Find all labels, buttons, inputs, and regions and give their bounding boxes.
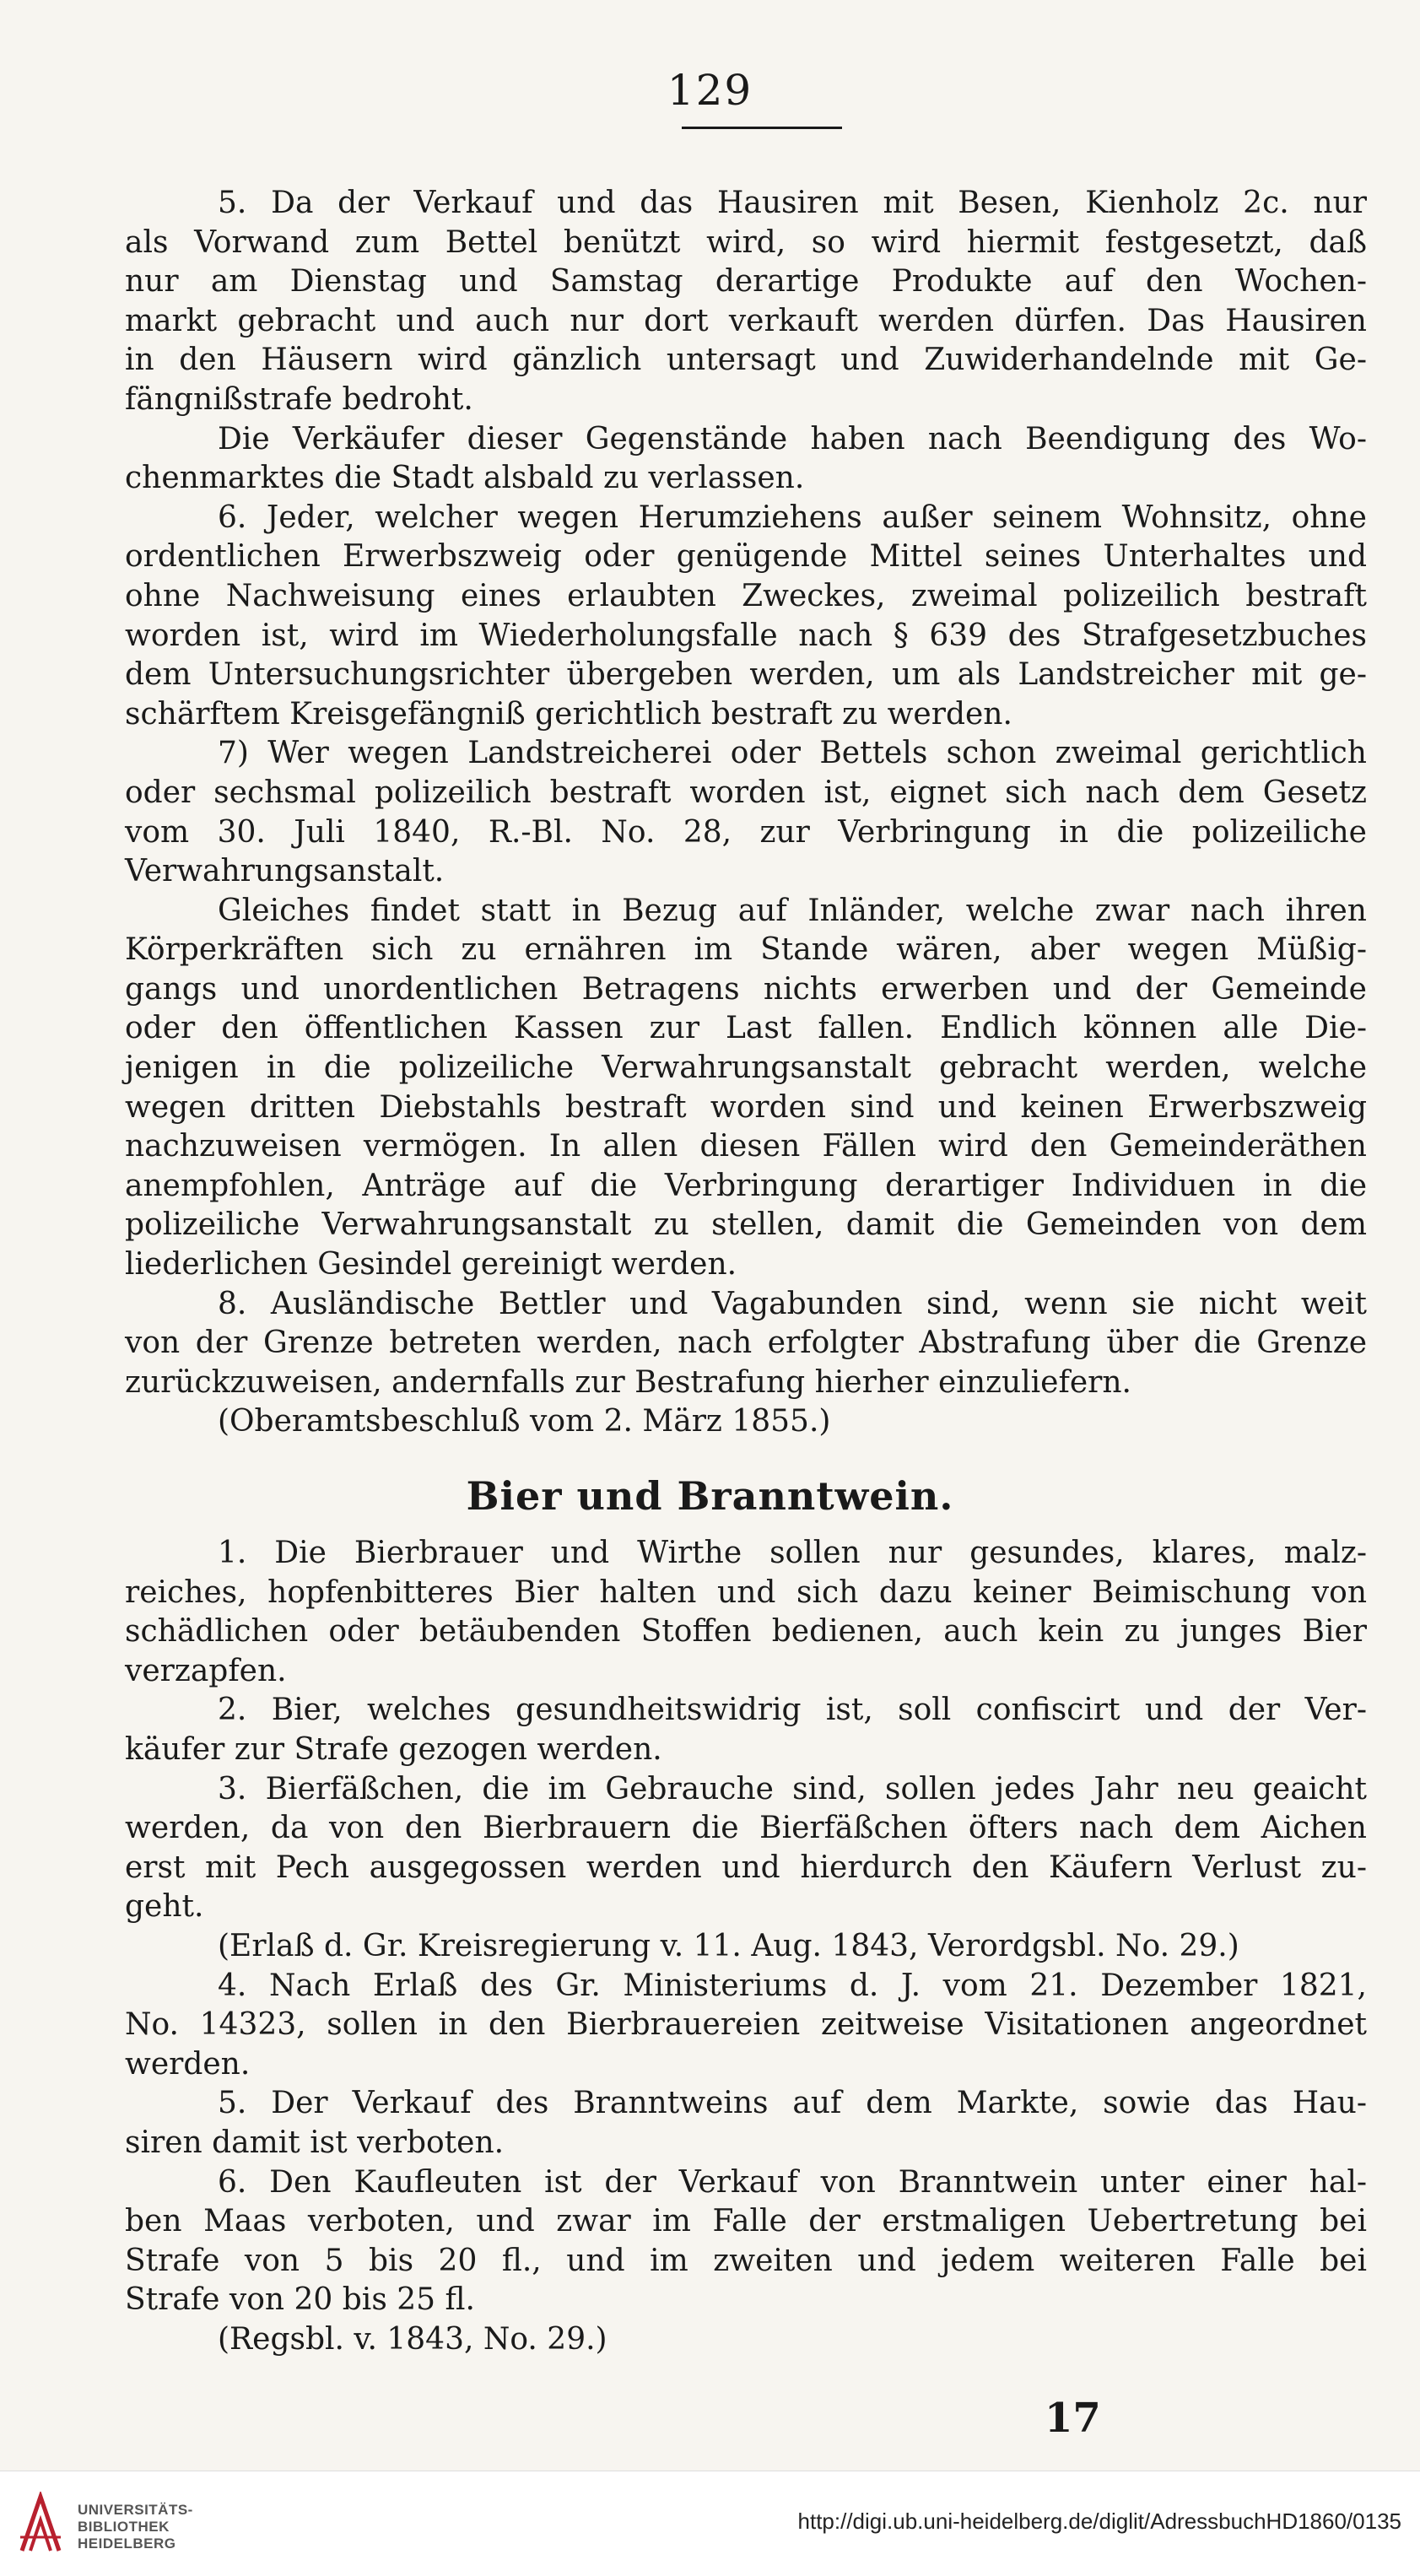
paragraph — [125, 2084, 1367, 2163]
text-line: Strafe von 20 bis 25 fl. — [125, 2282, 475, 2318]
text-line: 8. Ausländische Bettler und Vagabunden sind, wenn sie nicht weit — [218, 1286, 1367, 1321]
library-name — [78, 2502, 193, 2552]
text-line: in den Häusern wird gänzlich untersagt und Zuwiderhandelnde mit Ge- — [125, 343, 1367, 378]
text-line: ohne Nachweisung eines erlaubten Zweckes, zweimal polizeilich bestraft — [125, 578, 1367, 613]
text-line: 2. Bier, welches gesundheitswidrig ist, soll confiscirt und der Ver- — [218, 1693, 1367, 1728]
paragraph — [125, 1534, 1367, 1691]
text-line: Verwahrungsanstalt. — [125, 854, 445, 889]
text-line: worden ist, wird im Wiederholungsfalle nach § 639 des Strafgesetzbuches — [125, 618, 1367, 653]
text-line: nur am Dienstag und Samstag derartige Produkte auf den Wochen- — [125, 264, 1367, 300]
text-line: 5. Der Verkauf des Branntweins auf dem Markte, sowie das Hau- — [218, 2086, 1367, 2121]
text-line: wegen dritten Diebstahls bestraft worden sind und keinen Erwerbszweig — [125, 1089, 1367, 1125]
page-number: 129 — [667, 66, 753, 115]
library-name-line: BIBLIOTHEK — [78, 2519, 170, 2535]
text-line: jenigen in die polizeiliche Verwahrungsanstalt gebracht werden, welche — [125, 1050, 1367, 1086]
text-block-bottom — [125, 1534, 1367, 2359]
text-line: geht. — [125, 1889, 204, 1925]
text-line: oder sechsmal polizeilich bestraft worden ist, eignet sich nach dem Gesetz — [125, 775, 1367, 810]
paragraph — [125, 892, 1367, 1285]
paragraph — [125, 499, 1367, 735]
text-line: anempfohlen, Anträge auf die Verbringung derartiger Individuen in die — [125, 1168, 1367, 1203]
paragraph — [125, 2320, 1367, 2360]
library-name-line: HEIDELBERG — [78, 2535, 176, 2552]
paragraph — [125, 1967, 1367, 2085]
text-line: reiches, hopfenbitteres Bier halten und sich dazu keiner Beimischung von — [125, 1574, 1367, 1610]
text-line: Die Verkäufer dieser Gegenstände haben nach Beendigung des Wo- — [218, 421, 1367, 456]
text-line: (Erlaß d. Gr. Kreisregierung v. 11. Aug. 1843, Verordgsbl. No. 29.) — [218, 1928, 1239, 1963]
library-name-line: UNIVERSITÄTS- — [78, 2502, 193, 2518]
paragraph — [125, 420, 1367, 499]
text-line: als Vorwand zum Bettel benützt wird, so wird hiermit festgesetzt, daß — [125, 224, 1367, 260]
paragraph — [125, 734, 1367, 891]
text-line: werden. — [125, 2046, 251, 2082]
text-line: zurückzuweisen, andernfalls zur Bestrafung hierher einzuliefern. — [125, 1364, 1131, 1400]
text-line: käufer zur Strafe gezogen werden. — [125, 1731, 662, 1767]
text-line: vom 30. Juli 1840, R.-Bl. No. 28, zur Verbringung in die polizeiliche — [125, 814, 1367, 850]
paragraph — [125, 2163, 1367, 2320]
text-line: Strafe von 5 bis 20 fl., und im zweiten und jedem weiteren Falle bei — [125, 2243, 1367, 2278]
text-line: 6. Den Kaufleuten ist der Verkauf von Branntwein unter einer hal- — [218, 2164, 1367, 2200]
paragraph — [125, 1770, 1367, 1927]
text-line: 3. Bierfäßchen, die im Gebrauche sind, sollen jedes Jahr neu geaicht — [218, 1771, 1367, 1806]
text-line: Körperkräften sich zu ernähren im Stande wären, aber wegen Müßig- — [125, 932, 1367, 968]
text-line: schädlichen oder betäubenden Stoffen bedienen, auch kein zu junges Bier — [125, 1614, 1367, 1650]
text-line: liederlichen Gesindel gereinigt werden. — [125, 1247, 737, 1283]
paragraph — [125, 1285, 1367, 1403]
viewer-footer — [0, 2471, 1420, 2576]
section-heading: Bier und Branntwein. — [466, 1473, 954, 1519]
text-line: dem Untersuchungsrichter übergeben werden, um als Landstreicher mit ge- — [125, 657, 1367, 693]
text-line: 6. Jeder, welcher wegen Herumziehens außer seinem Wohnsitz, ohne — [218, 500, 1367, 535]
text-line: 7) Wer wegen Landstreicherei oder Bettels schon zweimal gerichtlich — [218, 736, 1367, 771]
text-line: oder den öffentlichen Kassen zur Last fallen. Endlich können alle Die- — [125, 1011, 1367, 1046]
university-library-logo-icon — [19, 2492, 62, 2554]
paragraph — [125, 184, 1367, 420]
sheet-signature: 17 — [1045, 2395, 1101, 2442]
text-line: 5. Da der Verkauf und das Hausiren mit Besen, Kienholz 2c. nur — [218, 186, 1367, 220]
text-line: schärftem Kreisgefängniß gerichtlich bestraft zu werden. — [125, 696, 1012, 732]
text-line: Gleiches findet statt in Bezug auf Inländer, welche zwar nach ihren — [218, 893, 1367, 928]
text-line: markt gebracht und auch nur dort verkauft werden dürfen. Das Hausiren — [125, 303, 1367, 338]
text-line: (Regsbl. v. 1843, No. 29.) — [218, 2321, 607, 2357]
header-rule — [682, 127, 842, 129]
text-line: 4. Nach Erlaß des Gr. Ministeriums d. J. vom 21. Dezember 1821, — [218, 1968, 1367, 2003]
text-line: siren damit ist verboten. — [125, 2125, 505, 2160]
text-line: fängnißstrafe bedroht. — [125, 381, 473, 417]
text-line: von der Grenze betreten werden, nach erfolgter Abstrafung über die Grenze — [125, 1326, 1367, 1361]
text-line: ben Maas verboten, und zwar im Falle der erstmaligen Uebertretung bei — [125, 2204, 1367, 2239]
paragraph — [125, 1691, 1367, 1769]
text-line: gangs und unordentlichen Betragens nichts erwerben und der Gemeinde — [125, 971, 1367, 1007]
source-url-link[interactable]: http://digi.ub.uni-heidelberg.de/diglit/AdressbuchHD1860/0135 — [797, 2508, 1401, 2534]
text-block-top — [125, 184, 1367, 1442]
text-line: werden, da von den Bierbrauern die Bierfäßchen öfters nach dem Aichen — [125, 1811, 1367, 1846]
text-line: ordentlichen Erwerbszweig oder genügende Mittel seines Unterhaltes und — [125, 539, 1367, 575]
paragraph — [125, 1927, 1367, 1967]
text-line: erst mit Pech ausgegossen werden und hierdurch den Käufern Verlust zu- — [125, 1850, 1367, 1885]
text-line: chenmarktes die Stadt alsbald zu verlassen. — [125, 461, 805, 496]
text-line: 1. Die Bierbrauer und Wirthe sollen nur gesundes, klares, malz- — [218, 1536, 1367, 1570]
text-line: No. 14323, sollen in den Bierbrauereien zeitweise Visitationen angeordnet — [125, 2007, 1367, 2043]
text-line: verzapfen. — [125, 1653, 287, 1688]
text-line: (Oberamtsbeschluß vom 2. März 1855.) — [218, 1404, 831, 1439]
text-line: nachzuweisen vermögen. In allen diesen Fällen wird den Gemeinderäthen — [125, 1129, 1367, 1164]
paragraph — [125, 1402, 1367, 1442]
text-line: polizeiliche Verwahrungsanstalt zu stellen, damit die Gemeinden von dem — [125, 1207, 1367, 1243]
